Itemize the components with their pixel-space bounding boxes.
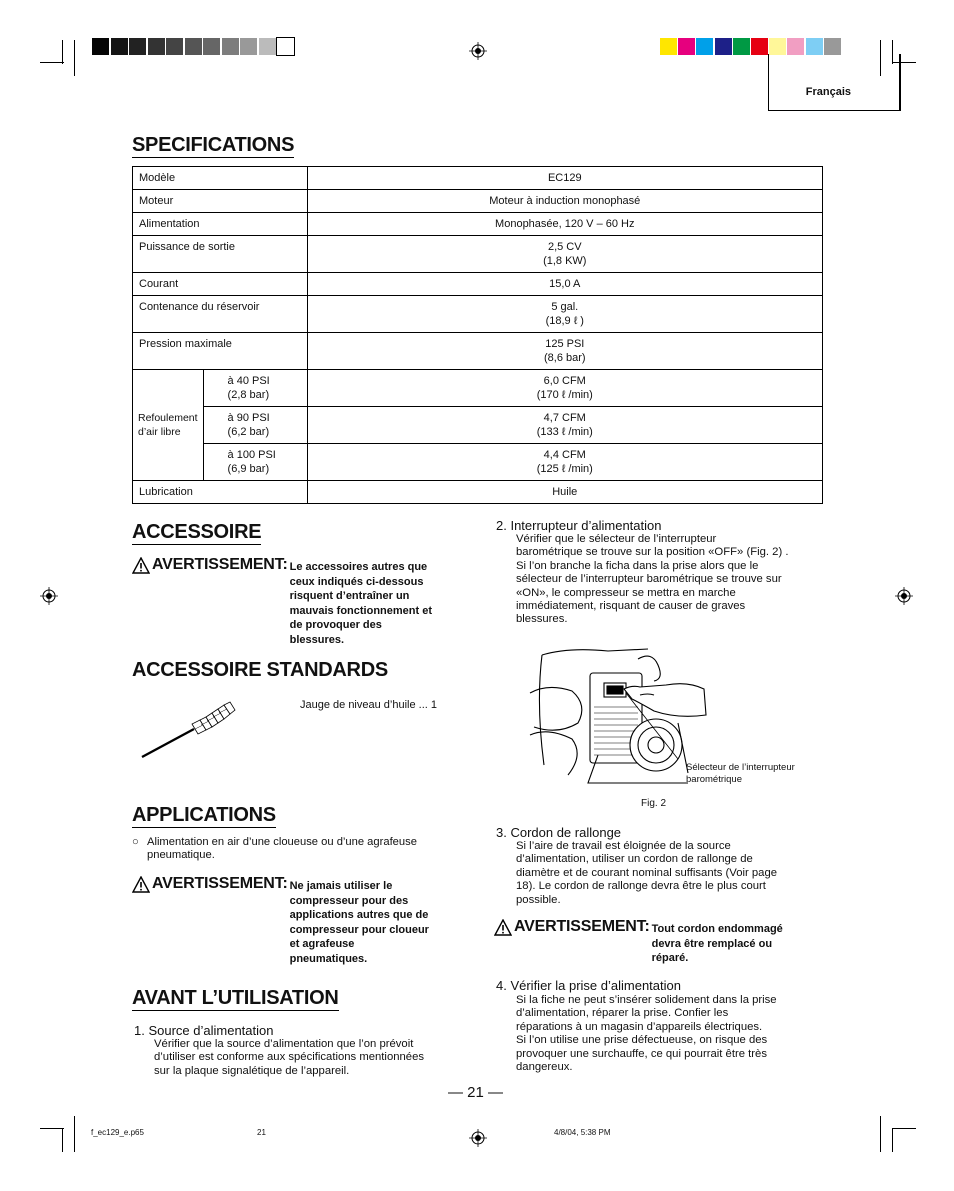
- accessoire-item: Jauge de niveau d’huile ... 1: [300, 699, 437, 711]
- color-swatch: [715, 38, 732, 55]
- gray-swatch: [185, 38, 202, 55]
- color-swatch: [696, 38, 713, 55]
- color-swatch: [660, 38, 677, 55]
- table-row: à 100 PSI (6,9 bar) 4,4 CFM (125 ℓ /min): [133, 444, 823, 481]
- page-number: — 21 —: [448, 1084, 504, 1101]
- item4-text: Si la fiche ne peut s’insérer solidement dans la prise d’alimentation, réparer la prise. Confier les réparations à un magasin d’appareils électriques. Si l’on utilise une prise défectueuse, on risque des provoquer une surchauffe, ce qui pourrait être très dangereux.: [516, 994, 777, 1074]
- gray-swatch: [277, 38, 294, 55]
- warning-triangle-icon: [494, 919, 512, 936]
- color-swatch: [678, 38, 695, 55]
- warning-triangle-icon: [132, 557, 150, 574]
- gray-swatch: [203, 38, 220, 55]
- table-row: Lubrication Huile: [133, 481, 823, 504]
- gray-swatch: [259, 38, 276, 55]
- applications-item: ○ Alimentation en air d’une cloueuse ou d’une agrafeuse pneumatique.: [132, 836, 417, 862]
- item3-title: 3. Cordon de rallonge: [496, 825, 622, 840]
- warning-triangle-icon: [132, 876, 150, 893]
- warning-text: Le accessoires autres que ceux indiqués ci-dessous risquent d’entraîner un mauvais fonctionnement et de provoquer des blessures.: [289, 561, 433, 646]
- registration-mark-icon: [895, 587, 913, 605]
- table-row: Courant 15,0 A: [133, 273, 823, 296]
- footer-date: 4/8/04, 5:38 PM: [554, 1128, 611, 1137]
- item2-text: Vérifier que le sélecteur de l’interrupteur barométrique se trouve sur la position «OFF» (Fig. 2) . Si l’on branche la ficha dans la prise alors que le sélecteur de l’interrupteur barométrique se trouve sur «ON», le compresseur se mettra en marche immédiatement, risquant de causer de graves blessures.: [516, 533, 789, 626]
- warning-title: AVERTISSEMENT:: [514, 918, 650, 935]
- registration-mark-icon: [469, 42, 487, 60]
- footer-filename: f_ec129_e.p65: [91, 1128, 144, 1137]
- warning-title: AVERTISSEMENT:: [152, 556, 288, 573]
- specifications-title: SPECIFICATIONS: [132, 134, 295, 156]
- specifications-table: [132, 166, 823, 504]
- table-row: Pression maximale 125 PSI (8,6 bar): [133, 333, 823, 370]
- table-row: Refoulement d’air libre à 40 PSI (2,8 bar) 6,0 CFM (170 ℓ /min): [133, 370, 823, 407]
- cord-warning: [494, 918, 783, 966]
- item3-text: Si l’aire de travail est éloignée de la source d’alimentation, utiliser un cordon de rallonge de diamètre et de courant nominal suffisants (Voir page 18). Le cordon de rallonge devra être le plus court possible.: [516, 840, 778, 906]
- gray-swatch: [240, 38, 257, 55]
- table-row: à 90 PSI (6,2 bar) 4,7 CFM (133 ℓ /min): [133, 407, 823, 444]
- applications-title: APPLICATIONS: [132, 804, 276, 826]
- gray-swatch: [111, 38, 128, 55]
- table-row: Puissance de sortie 2,5 CV (1,8 KW): [133, 236, 823, 273]
- warning-text: Tout cordon endommagé devra être remplacé ou réparé.: [651, 923, 783, 965]
- item1-text: Vérifier que la source d’alimentation que l’on prévoit d’utiliser est conforme aux spécifications mentionnées sur la plaque signalétique de l’appareil.: [154, 1038, 425, 1077]
- color-swatch: [787, 38, 804, 55]
- oil-dipstick-icon: [138, 700, 238, 762]
- color-swatch: [733, 38, 750, 55]
- figure-caption: Fig. 2: [641, 798, 667, 809]
- accessoire-standards-title: ACCESSOIRE STANDARDS: [132, 659, 388, 681]
- table-row: Alimentation Monophasée, 120 V – 60 Hz: [133, 213, 823, 236]
- color-swatch: [769, 38, 786, 55]
- applications-warning: [132, 875, 429, 967]
- item4-title: 4. Vérifier la prise d’alimentation: [496, 978, 681, 993]
- item1-title: 1. Source d’alimentation: [134, 1023, 274, 1038]
- gray-swatch: [148, 38, 165, 55]
- warning-title: AVERTISSEMENT:: [152, 875, 288, 892]
- language-label: Français: [805, 86, 851, 98]
- figure-callout-label: Sélecteur de l’interrupteur barométrique: [686, 762, 795, 785]
- gray-swatch: [92, 38, 109, 55]
- accessoire-warning: [132, 556, 432, 648]
- language-tab: [768, 54, 901, 111]
- registration-mark-icon: [40, 587, 58, 605]
- table-row: Contenance du réservoir 5 gal. (18,9 ℓ ): [133, 296, 823, 333]
- footer-page: 21: [257, 1128, 266, 1137]
- avant-title: AVANT L’UTILISATION: [132, 987, 339, 1009]
- gray-swatch: [166, 38, 183, 55]
- table-row: Moteur Moteur à induction monophasé: [133, 190, 823, 213]
- color-swatch: [824, 38, 841, 55]
- gray-swatch: [129, 38, 146, 55]
- color-swatch: [806, 38, 823, 55]
- accessoire-title: ACCESSOIRE: [132, 521, 262, 543]
- color-swatch: [751, 38, 768, 55]
- registration-mark-icon: [469, 1129, 487, 1147]
- item2-title: 2. Interrupteur d’alimentation: [496, 518, 662, 533]
- table-row: Modèle EC129: [133, 167, 823, 190]
- gray-swatch: [222, 38, 239, 55]
- warning-text: Ne jamais utiliser le compresseur pour des applications autres que de compresseur pour cloueur et agrafeuse pneumatiques.: [289, 880, 429, 965]
